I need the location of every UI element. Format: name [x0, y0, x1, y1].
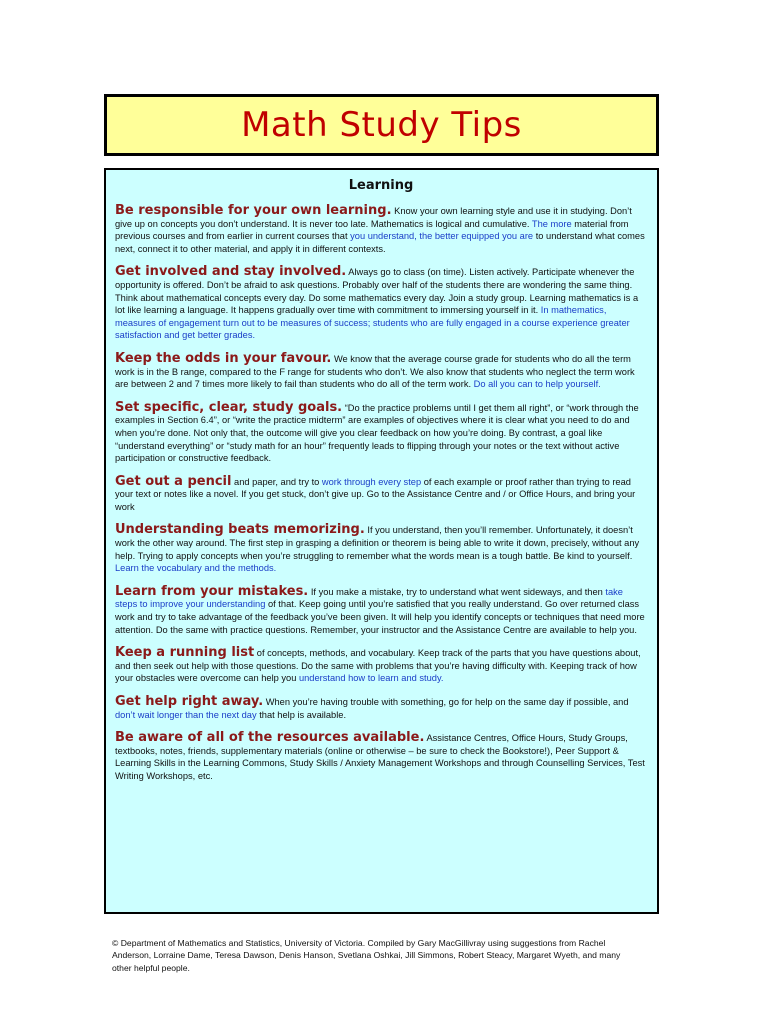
tip-heading: Get out a pencil	[115, 473, 232, 489]
tip-text: If you make a mistake, try to understand what went sideways, and then	[308, 586, 606, 597]
tip-text: of concepts, methods, and vocabulary. Keep track of the parts that you have questions about, and then seek out help with those questions. Do the same with problems that you’re having difficulty with. Keeping track of how your obstacles were overcome can help you	[115, 648, 641, 684]
tip-text: to understand what comes next, connect it to other material, and apply it in different contexts.	[115, 231, 645, 254]
tip-emphasis: work through every step	[321, 476, 422, 487]
tip-text: “Do the practice problems until I get them all right”, or “work through the examples in Section 6.4”, or “write the practice midterm” are examples of objectives where it is clear what you need to do and when you’re done. Not only that, the outcome will give you clear feedback on how you’re doing. By contrast, a goal like “understand everything” or “study math for an hour” frequently leads to flipping through your notes or the text without active participation or constructive feedback.	[115, 402, 639, 464]
tip-text: of that. Keep going until you’re satisfied that you really understand. Go over returned class work and try to take advantage of the feedback you’ve been given. It will help you identify concepts or techniques that need more attention. Do the same with practice questions. Remember, your instructor and the Assistance Centre are available to help you.	[115, 599, 645, 635]
tip-heading: Get help right away.	[115, 694, 264, 709]
tip-emphasis: The more	[531, 218, 572, 229]
tip-heading: Get involved and stay involved.	[115, 264, 347, 280]
tip-emphasis: you understand, the better equipped you are	[350, 231, 534, 242]
tip-text: and paper, and try to	[231, 476, 322, 487]
tip-heading: Keep a running list	[115, 645, 255, 661]
tip-heading: Learn from your mistakes.	[115, 583, 309, 599]
tip-text: If you understand, then you’ll remember. Unfortunately, it doesn’t work the other way around. The first step in grasping a definition or theorem is being able to write it down, precisely, without any help. Trying to apply concepts when you’re struggling to remember what the words mean is a tough battle. Be kind to yourself.	[115, 525, 640, 561]
tip-mistakes	[115, 583, 647, 636]
tip-odds	[115, 350, 647, 391]
tip-heading: Keep the odds in your favour.	[115, 350, 332, 366]
tip-running-list	[115, 647, 647, 685]
tip-text: that help is available.	[256, 709, 347, 720]
tip-text: of each example or proof rather than trying to read your text or notes like a novel. If you get stuck, don’t give up. Go to the Assistance Centre and / or Office Hours, and bring your work	[115, 476, 636, 512]
tip-heading: Be responsible for your own learning.	[115, 203, 392, 218]
title-box	[104, 94, 659, 156]
tip-responsible	[115, 205, 647, 255]
tip-text: We know that the average course grade for students who do all the term work is in the B range, compared to the F range for students who don’t. We also know that students who neglect the term work are between 2 and 7 times more likely to fail than students who do all of the term work.	[115, 353, 635, 390]
copyright-footer: © Department of Mathematics and Statistics, University of Victoria. Compiled by Gary MacGillivray using suggestions from Rachel Anderson, Lorraine Dame, Teresa Dawson, Denis Hanson, Svetlana Oshkai, Jill Simmons, Robert Steacy, Margaret Wyeth, and many other helpful people.	[112, 938, 621, 973]
tip-emphasis: take steps to improve your understanding	[115, 586, 623, 610]
tip-goals	[115, 399, 647, 465]
tip-get-help	[115, 696, 647, 721]
tip-heading: Be aware of all of the resources available.	[115, 730, 425, 746]
tip-text: material from previous courses and from earlier in current courses that	[115, 218, 629, 242]
page-title: Math Study Tips	[241, 105, 522, 145]
tip-heading: Understanding beats memorizing.	[115, 522, 365, 538]
tip-text: When you’re having trouble with something, go for help on the same day if possible, and	[263, 697, 629, 707]
tips-panel	[104, 168, 659, 914]
section-heading: Learning	[348, 178, 414, 193]
tip-emphasis: Do all you can to help yourself.	[473, 379, 601, 390]
tip-resources	[115, 732, 647, 782]
tip-text: Assistance Centres, Office Hours, Study Groups, textbooks, notes, friends, supplementary materials (online or otherwise – be sure to check the Bookstore!), Peer Support & Learning Skills in the Learning Commons, Study Skills / Anxiety Management Workshops and through Counselling Services, Test Writing Workshops, etc.	[115, 733, 645, 781]
tip-involved	[115, 266, 647, 342]
tip-text: Know your own learning style and use it in studying. Don’t give up on concepts you don’t understand. It is never too late. Mathematics is logical and cumulative.	[115, 206, 632, 229]
tip-emphasis: don’t wait longer than the next day	[115, 709, 257, 720]
tip-heading: Set specific, clear, study goals.	[115, 399, 343, 415]
tip-emphasis: In mathematics, measures of engagement turn out to be measures of success; students who are fully engaged in a course experience greater satisfaction and get better grades.	[115, 305, 630, 341]
tip-emphasis: Learn the vocabulary and the methods.	[115, 563, 277, 574]
tip-pencil	[115, 473, 647, 514]
tip-text: Always go to class (on time). Listen actively. Participate whenever the opportunity is offered. Don’t be afraid to ask questions. Probably over half of the students there are wondering the same thing. Think about mathematical concepts every day. Do some mathematics every day. Join a study group. Learning mathematics is a lot like learning a language. It happens gradually over time with commitment to immersing yourself in it.	[115, 267, 639, 316]
tip-emphasis: understand how to learn and study.	[298, 673, 444, 684]
tip-understanding	[115, 524, 647, 574]
